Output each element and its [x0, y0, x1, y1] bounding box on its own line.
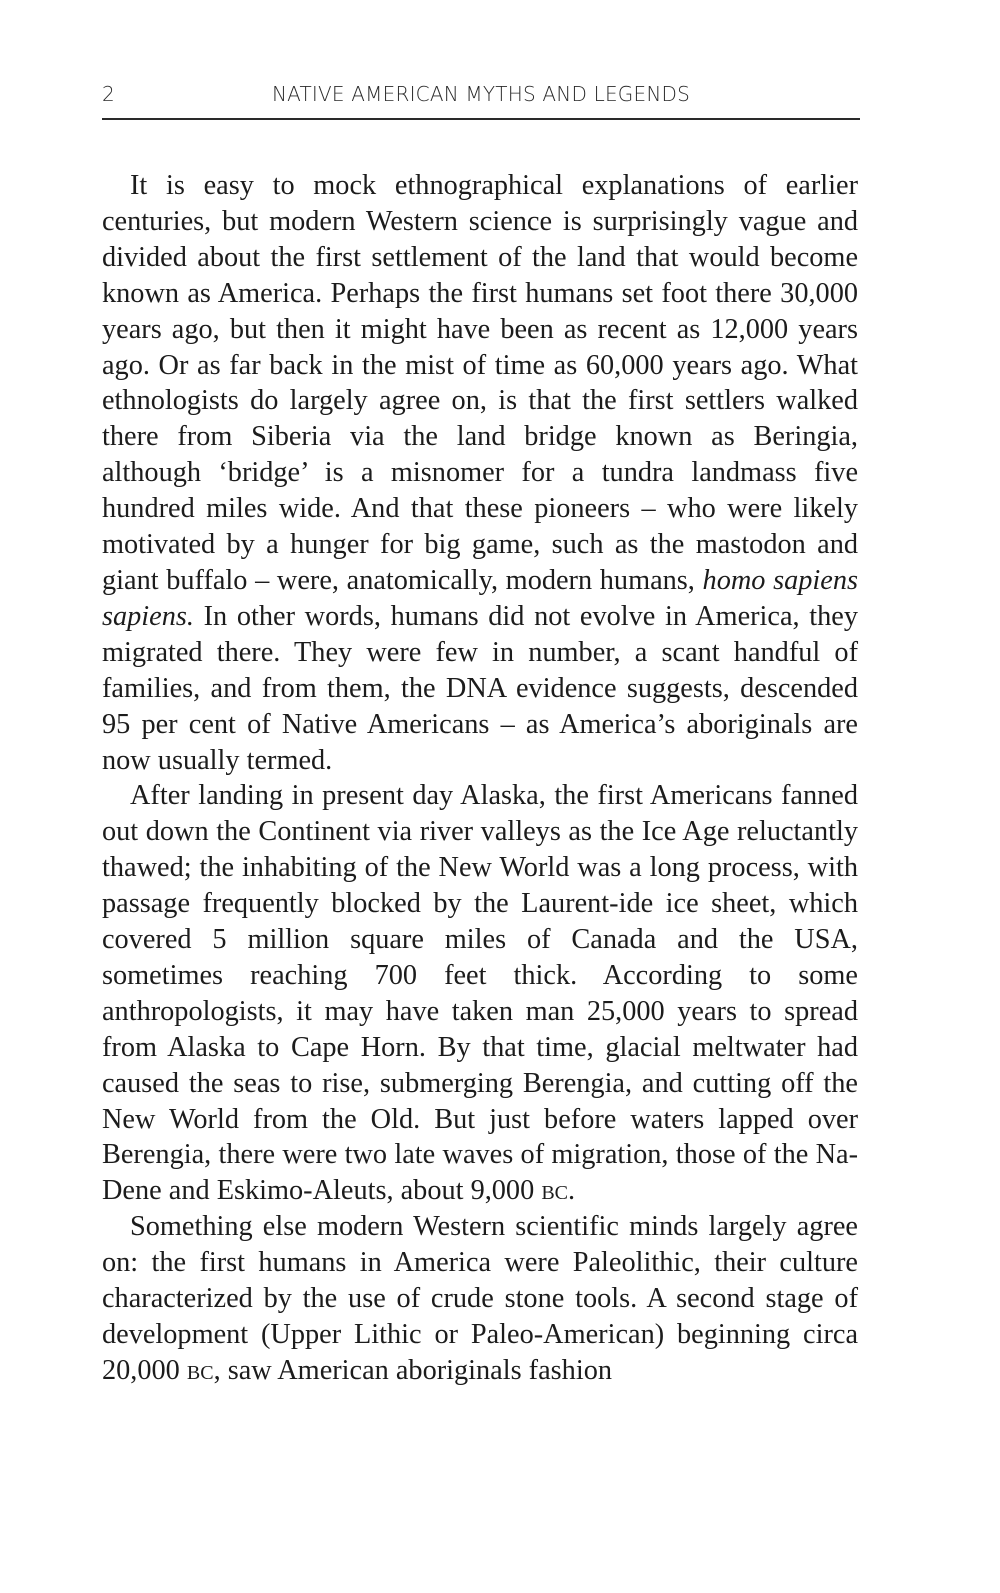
page-number: 2: [102, 82, 115, 106]
paragraph-2-text-end: .: [568, 1175, 576, 1207]
running-title: NATIVE AMERICAN MYTHS AND LEGENDS: [272, 82, 690, 106]
paragraph-1: [102, 168, 858, 778]
paragraph-3: [102, 1209, 858, 1389]
running-header: [102, 78, 860, 110]
italic-term: homo sapiens sapiens.: [102, 564, 858, 632]
paragraph-1-text-start: It is easy to mock ethnographical explanations of earlier centuries, but modern Western science is surprisingly vague and divided about the first settlement of the land that would become known as America. Perhaps the first humans set foot there 30,000 years ago, but then it might have been as recent as 12,000 years ago. Or as far back in the mist of time as 60,000 years ago. What ethnologists do largely agree on, is that the first settlers walked there from Siberia via the land bridge known as Beringia, although ‘bridge’ is a misnomer for a tundra landmass five hundred miles wide. And that these pioneers – who were likely motivated by a hunger for big game, such as the mastodon and giant buffalo – were, anatomically, modern humans,: [102, 170, 858, 596]
paragraph-1-text-end: In other words, humans did not evolve in America, they migrated there. They were few in number, a scant handful of families, and from them, the DNA evidence suggests, descended 95 per cent of Native Americans – as America’s aboriginals are now usually termed.: [102, 600, 858, 776]
header-rule: [102, 118, 860, 120]
paragraph-3-text-end: , saw American aboriginals fashion: [213, 1354, 612, 1386]
era-abbreviation: bc: [541, 1175, 568, 1207]
era-abbreviation: bc: [186, 1354, 214, 1386]
paragraph-2-text-start: After landing in present day Alaska, the first Americans fanned out down the Continent via river valleys as the Ice Age reluctantly thawed; the inhabiting of the New World was a long process, with passage frequently blocked by the Laurent-ide ice sheet, which covered 5 million square miles of Canada and the USA, sometimes reaching 700 feet thick. According to some anthropologists, it may have taken man 25,000 years to spread from Alaska to Cape Horn. By that time, glacial meltwater had caused the seas to rise, submerging Berengia, and cutting off the New World from the Old. But just before waters lapped over Berengia, there were two late waves of migration, those of the Na-Dene and Eskimo-Aleuts, about 9,000: [102, 780, 858, 1207]
paragraph-2: [102, 778, 858, 1209]
body-text: [102, 168, 858, 1389]
paragraph-3-text-start: Something else modern Western scientific minds largely agree on: the first humans in America were Paleolithic, their culture characterized by the use of crude stone tools. A second stage of development (Upper Lithic or Paleo-American) beginning circa 20,000: [102, 1211, 858, 1386]
